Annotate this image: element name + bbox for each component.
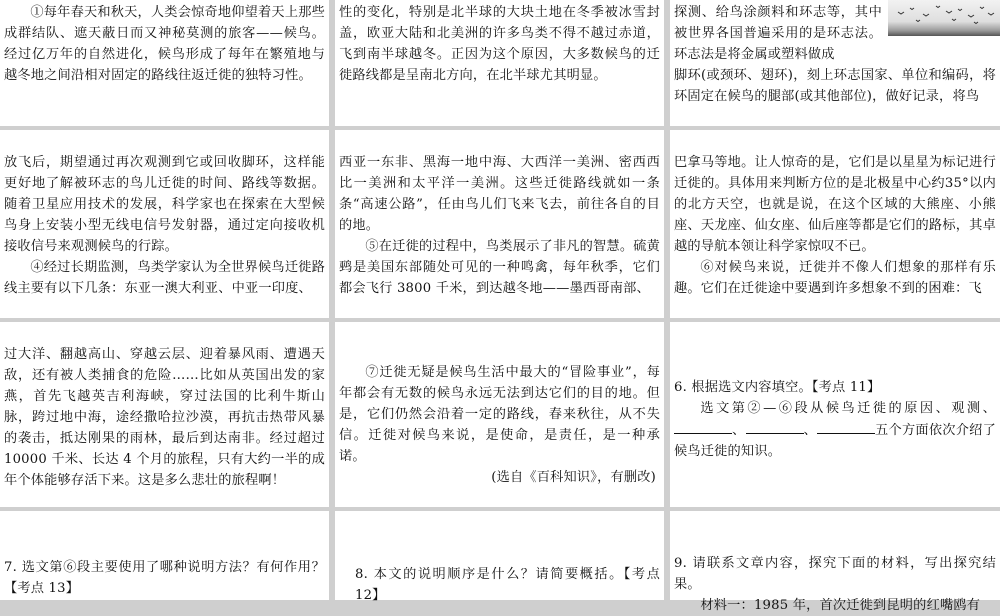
- panel-paragraph-3-cont: [670, 0, 1000, 126]
- question-6-separator-1: 、: [732, 423, 746, 438]
- answer-blank-3[interactable]: [817, 419, 875, 434]
- panel-paragraph-5-6: [670, 130, 1000, 318]
- paragraph-5-end: 巴拿马等地。让人惊奇的是，它们是以星星为标记进行迁徙的。具体用来判断方位的是北极星中心约35°以内的北方天空，也就是说，在这个区域的大熊座、小熊座、天龙座、仙女座、仙后座等都是它们的路标，其卓越的导航本领让科学家惊叹不已。: [674, 155, 996, 254]
- paragraph-6: ⑥对候鸟来说，迁徙并不像人们想象的那样有乐趣。它们在迁徙途中要遇到许多想象不到的困难：飞: [674, 260, 996, 296]
- paragraph-4-end: 西亚一东非、黑海一地中海、大西洋一美洲、密西西比一美洲和太平洋一美洲。这些迁徙路线就如一条条“高速公路”，任由鸟儿们飞来飞去，前往各自的目的地。: [339, 155, 660, 233]
- question-7: 7. 选文第⑥段主要使用了哪种说明方法？有何作用？【考点 13】: [4, 560, 325, 596]
- question-8: 8. 本文的说明顺序是什么？请简要概括。【考点 12】: [355, 567, 660, 603]
- panel-paragraph-3-4: [0, 130, 329, 318]
- paragraph-4: ④经过长期监测，鸟类学家认为全世界候鸟迁徙路线主要有以下几条：东亚一澳大利亚、中亚一印度、: [4, 260, 325, 296]
- question-9-title: 9. 请联系文章内容，探究下面的材料，写出探究结果。: [674, 556, 996, 592]
- paragraph-3-cont-b: 脚环(或颈环、翅环)，刻上环志国家、单位和编码，将环固定在候鸟的腿部(或其他部位)，做好记录，将鸟: [674, 68, 996, 104]
- question-6-text-b: 五个方面依次介绍了候鸟迁徙的知识。: [674, 423, 996, 459]
- paragraph-5: ⑤在迁徙的过程中，鸟类展示了非凡的智慧。硫黄鹀是美国东部随处可见的一种鸣禽，每年秋季，它们都会飞行 3800 千米，到达越冬地——墨西哥南部、: [339, 239, 660, 296]
- paragraph-3-end: 放飞后，期望通过再次观测到它或回收脚环，这样能更好地了解被环志的鸟儿迁徙的时间、路线等数据。随着卫星应用技术的发展，科学家也在探索在大型候鸟身上安装小型无线电信号发射器，通过定向接收机接收信号来观测候鸟的行踪。: [4, 155, 325, 254]
- panel-paragraph-1: [0, 0, 329, 126]
- question-6-title: 6. 根据选文内容填空。【考点 11】: [674, 380, 881, 395]
- panel-paragraph-7: [335, 322, 664, 507]
- paragraph-6-end: 过大洋、翻越高山、穿越云层、迎着暴风雨、遭遇天敌，还有被人类捕食的危险……比如从英国出发的家燕，首先飞越英吉利海峡，穿过法国的比利牛斯山脉，跨过地中海，途经撒哈拉沙漠，再抗击热带风暴的袭击，抵达刚果的雨林，最后到达南非。经过超过 10000 千米、长达 4 个月的旅程，只有大约一半的成年个体能够存活下来。这是多么悲壮的旅程啊！: [4, 347, 325, 488]
- paragraph-2-cont: 性的变化，特别是北半球的大块土地在冬季被冰雪封盖，欧亚大陆和北美洲的许多鸟类不得不越过赤道，飞到南半球越冬。正因为这个原因，大多数候鸟的迁徙路线都是呈南北方向，在北半球尤其明显。: [339, 5, 660, 83]
- flying-birds-photo: [888, 0, 1000, 36]
- question-9-material: 材料一：1985 年，首次迁徙到昆明的红嘴鸥有: [700, 598, 981, 613]
- panel-paragraph-4-5: [335, 130, 664, 318]
- panel-paragraph-6-end: [0, 322, 329, 507]
- paragraph-7: ⑦迁徙无疑是候鸟生活中最大的“冒险事业”，每年都会有无数的候鸟永远无法到达它们的目的地。但是，它们仍然会沿着一定的路线，春来秋往，从不失信。迁徙对候鸟来说，是使命，是责任，是一种承诺。: [339, 365, 660, 464]
- panel-question-8: [335, 511, 664, 603]
- birds-icon: [888, 0, 1000, 36]
- answer-blank-2[interactable]: [746, 419, 804, 434]
- panel-question-9: [670, 511, 1000, 613]
- panel-question-7: [0, 511, 329, 600]
- question-6-text-a: 选文第②—⑥段从候鸟迁徙的原因、观测、: [700, 401, 996, 416]
- answer-blank-1[interactable]: [674, 419, 732, 434]
- paragraph-1: ①每年春天和秋天，人类会惊奇地仰望着天上那些成群结队、遮天蔽日而又神秘莫测的旅客——候鸟。经过亿万年的自然进化，候鸟形成了每年在繁殖地与越冬地之间沿相对固定的路线往返迁徙的独特习性。: [4, 5, 325, 83]
- panel-question-6: [670, 322, 1000, 507]
- paragraph-3-cont-a: 探测、给鸟涂颜料和环志等，其中被世界各国普遍采用的是环志法。环志法是将金属或塑料做成: [674, 5, 882, 62]
- question-6-separator-2: 、: [803, 423, 817, 438]
- panel-paragraph-2-cont: [335, 0, 664, 126]
- source-citation: (选自《百科知识》，有删改): [491, 470, 656, 485]
- question-6-body: [674, 398, 996, 462]
